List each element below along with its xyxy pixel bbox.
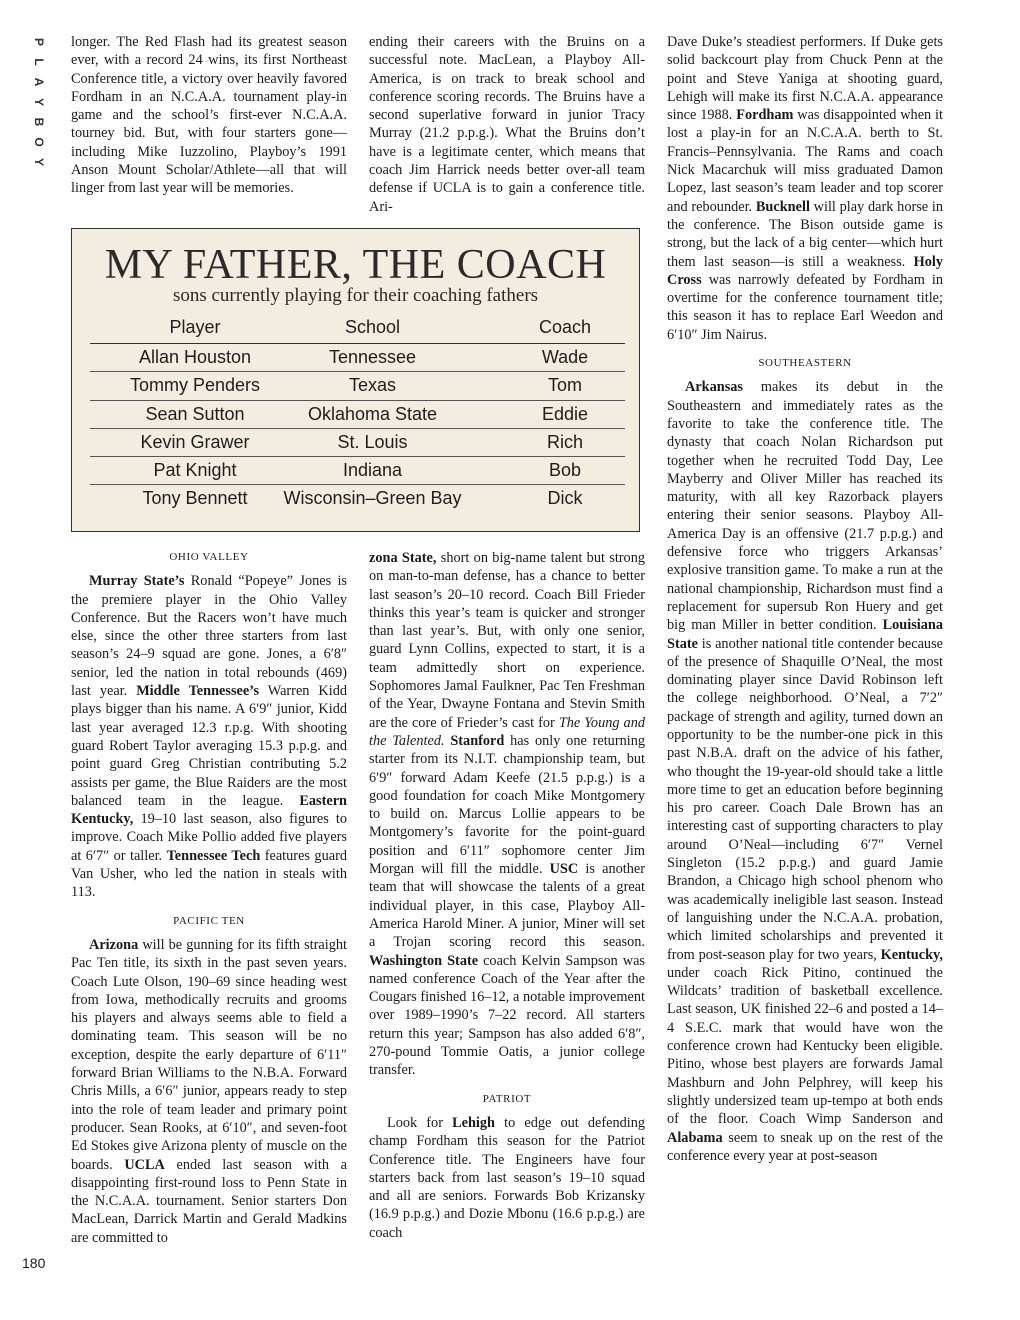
text: short on big-name talent but strong on man-to-man defense, has a chance to better last season’s 20–10 record. Coach Bill Frieder thinks this year’s team is quicker and stronger than last year’s. But, with only one senior, guard Lynn Collins, expected to start, it is a team admittedly short on experience. Sophomores Jamal Faulkner, Pac Ten Freshman of the Year, Dwayne Fontana and Stevin Smith are the core of Frieder’s cast for <box>369 550 645 731</box>
coach-cell: Bob <box>548 460 582 481</box>
book-title: The Young and the Talented. <box>369 714 645 749</box>
school-cell: Texas <box>348 375 397 396</box>
coach-cell: Rich <box>546 431 583 452</box>
column-3 <box>667 33 943 1165</box>
player-cell: Pat Knight <box>153 460 237 481</box>
text: is another team that will showcase the talents of a great individual player, in this case, Playboy All-America Harold Miner. A junior, Miner will set a Trojan scoring record this season. <box>369 861 645 951</box>
team-name: Eastern Kentucky, <box>71 792 347 828</box>
paragraph-pacific-ten <box>71 936 347 1247</box>
team-name: UCLA <box>124 1156 165 1173</box>
team-name: Louisiana State <box>667 617 943 652</box>
table-row <box>90 372 625 400</box>
team-name: Arizona <box>89 936 139 953</box>
column-1-lower <box>71 538 347 1247</box>
text: coach Kelvin Sampson was named conference Coach of the Year after the Cougars finished 16–12, a notable improvement over 1989–1990’s 7–22 record. All starters return this year; Sampson has also added 6′8″, 270-pound Tommie Oatis, a junior college transfer. <box>369 952 645 1079</box>
paragraph: ending their careers with the Bruins on a successful note. MacLean, a Playboy All-America, is on track to break school and conference scoring records. The Bruins have a second superlative forward in junior Tracy Murray (21.2 p.p.g.). What the Bruins don’t have is a legitimate center, which means that coach Jim Harrick needs better over-all team defense if UCLA is to gain a conference title. Ari- <box>369 34 645 215</box>
sidebar-letter: Y <box>32 157 46 166</box>
school-cell: Indiana <box>342 460 403 481</box>
section-heading-southeastern: SOUTHEASTERN <box>758 357 852 370</box>
column-1-top <box>71 33 347 198</box>
school-cell: St. Louis <box>337 431 408 452</box>
coach-fathers-table <box>90 311 625 513</box>
team-name: Bucknell <box>755 198 810 215</box>
text: has only one returning starter from its N.I.T. championship team, but 6′9″ forward Adam Keefe (21.5 p.p.g.) is a good foundation for coach Mike Montgomery to build on. Marcus Lollie appears to be Montgomery’s favorite for the point-guard position and 6′11″ sophomore center Jim Morgan will fill the middle. <box>369 732 645 878</box>
text: was disappointed when it lost a play-in for an N.C.A.A. berth to St. Francis–Pennsylvania. The Rams and coach Nick Macarchuk will miss graduated Damon Lopez, last season’s team leader and top scorer and rebounder. <box>667 107 943 215</box>
player-cell: Sean Sutton <box>145 403 245 424</box>
table-row <box>90 429 625 457</box>
team-name: Stanford <box>450 732 505 749</box>
team-name: zona State, <box>369 550 437 566</box>
sidebar-letter: P <box>32 37 46 46</box>
coach-cell: Wade <box>541 347 589 367</box>
paragraph: longer. The Red Flash had its greatest season ever, with a record 24 wins, its first Northeast Conference title, a victory over heavily favored Fordham in an N.C.A.A. tournament play-in game and the school’s first-ever N.C.A.A. tourney bid. But, with four starters gone—including Mike Iuzzolino, Playboy’s 1991 Anson Mount Scholar/Athlete—all that will linger from last year will be memories. <box>71 34 347 197</box>
coach-cell: Eddie <box>541 403 589 424</box>
paragraph-patriot <box>369 1114 645 1242</box>
text: makes its debut in the Southeastern and immediately rates as the favorite to take the conference title. The dynasty that coach Nolan Richardson put together when he recruited Todd Day, Lee Mayberry and Oliver Miller has reached its maturity, with all key Razorback players entering their senior seasons. Playboy All-America Day is an offensive (21.7 p.p.g.) and defensive force who triggers Arkansas’ explosive transition game. To make a run at the national championship, Richardson must find a replacement for supersub Ron Huery and get big man Miller in better condition. <box>667 379 943 634</box>
sidebar-letter: Y <box>32 97 46 106</box>
text: ended last season with a disappointing first-round loss to Penn State in the N.C.A.A. tournament. Senior starters Don MacLean, Darrick Martin and Gerald Madkins are committed to <box>71 1156 347 1246</box>
column-header-coach: Coach <box>538 317 592 337</box>
player-cell: Allan Houston <box>138 347 252 367</box>
player-cell: Tommy Penders <box>129 375 261 396</box>
magazine-sidebar-label <box>26 32 46 172</box>
team-name: Washington State <box>369 952 479 969</box>
box-subtitle: sons currently playing for their coaching fathers <box>172 285 539 306</box>
text: Dave Duke’s steadiest performers. If Duke gets solid backcourt play from Chuck Penn at the point and Steve Yaniga at shooting guard, Lehigh will make its first N.C.A.A. appearance since 1988. <box>667 34 943 124</box>
table-row <box>90 401 625 429</box>
section-heading-ohio-valley: OHIO VALLEY <box>169 551 249 563</box>
table-row <box>90 344 625 372</box>
section-heading-patriot: PATRIOT <box>482 1092 532 1105</box>
table-header-row <box>90 311 625 344</box>
text: Ronald “Popeye” Jones is the premiere player in the Ohio Valley Conference. But the Racers won’t have much else, since the other three starters from last season’s 24–9 squad are gone. Jones, a 6′8″ senior, led the nation in total rebounds (469) last year. <box>71 573 347 700</box>
column-2-top <box>369 33 645 216</box>
text: 19–10 last season, also figures to improve. Coach Mike Pollio added five players at 6′7″ or taller. <box>71 811 347 864</box>
paragraph-pac-ten-cont <box>369 549 645 1080</box>
coach-cell: Dick <box>547 488 583 509</box>
team-name: Lehigh <box>452 1114 495 1131</box>
column-2-lower <box>369 549 645 1242</box>
table-row <box>90 457 625 485</box>
text: will be gunning for its fifth straight Pac Ten title, its sixth in the past seven years. Coach Lute Olson, 190–69 since heading west from Iowa, methodically recruits and grooms his players and always seems able to field a dominating team. This season will be no exception, despite the early departure of 6′11″ forward Brian Williams to the N.B.A. Forward Chris Mills, a 6′6″ junior, appears ready to step into the role of team leader and primary point producer. Sean Rooks, at 6′10″, and seven-foot Ed Stokes give Arizona plenty of muscle on the boards. <box>71 936 347 1173</box>
sidebar-letter: L <box>32 58 46 66</box>
team-name: Arkansas <box>685 379 743 396</box>
text: was narrowly defeated by Fordham in overtime for the conference tournament title; this season it has to replace Earl Weedon and 6′10″ Jim Nairus. <box>667 271 943 343</box>
text: seem to sneak up on the rest of the conference every year at post-season <box>667 1129 943 1164</box>
coach-cell: Tom <box>547 375 582 396</box>
school-cell: Oklahoma State <box>307 403 438 424</box>
text: to edge out defending champ Fordham this season for the Patriot Conference title. The Engineers have four starters back from last season’s 19–10 squad and all are seniors. Forwards Bob Krizansky (16.9 p.p.g.) and Dozie Mbonu (16.6 p.p.g.) are coach <box>369 1114 646 1241</box>
text: is another national title contender because of the presence of Shaquille O’Neal, the most dominating player since David Robinson left the college neighborhood. O’Neal, a 7′2″ package of strength and agility, turned down an opportunity to be the number-one pick in this past N.B.A. draft on the advice of his father, who thought the 19-year-old should take a little more time to get an education before beginning his pro career. Coach Dale Brown has an interesting cast of supporting characters to play around O’Neal—including 6′7″ Vernel Singleton (15.2 p.p.g.) and guard Jamie Brandon, a Chicago high school phenom who was academically ineligible last season. Instead of languishing under the N.C.A.A. probation, which limited scholarships and prevented it from post-season play for two years, <box>667 635 943 963</box>
team-name: Holy Cross <box>667 253 943 288</box>
sidebar-letter: O <box>32 137 46 147</box>
sidebar-letter: B <box>32 117 46 127</box>
team-name: Fordham <box>736 107 794 124</box>
team-name: Murray State’s <box>89 573 185 590</box>
text: Look for <box>387 1114 453 1131</box>
team-name: Tennessee Tech <box>166 847 261 864</box>
text: will play dark horse in the conference. The Bison outside game is strong, but the lack of a big center—which hurt them last season—is still a weakness. <box>667 198 943 270</box>
section-heading-pacific-ten: PACIFIC TEN <box>173 914 245 927</box>
paragraph-patriot-cont <box>667 33 943 344</box>
paragraph-ohio-valley <box>71 572 347 901</box>
team-name: USC <box>549 861 579 878</box>
paragraph-southeastern <box>667 378 943 1165</box>
player-cell: Tony Bennett <box>142 488 248 509</box>
player-cell: Kevin Grawer <box>140 431 250 452</box>
team-name: Kentucky, <box>880 946 943 963</box>
sidebar-letter: A <box>32 77 46 87</box>
text: Warren Kidd plays bigger than his name. A 6′9″ junior, Kidd last year averaged 12.3 r.p.g. With shooting guard Robert Taylor averaging 15.3 p.p.g. and point guard Greg Christian contributing 5.2 assists per game, the Blue Raiders are the most balanced team in the league. <box>71 683 347 809</box>
column-header-player: Player <box>169 317 221 337</box>
school-cell: Tennessee <box>328 347 417 367</box>
team-name: Middle Tennessee’s <box>136 683 260 700</box>
page-number: 180 <box>22 1255 46 1271</box>
text: under coach Rick Pitino, continued the Wildcats’ tradition of basketball excellence. Last season, UK finished 22–6 and posted a 14–4 S.E.C. mark that would have won the conference crown had Kentucky been eligible. Pitino, whose best players are forwards Jamal Mashburn and John Pelphrey, will keep his slightly undersized team up-tempo at both ends of the floor. Coach Wimp Sanderson and <box>667 964 943 1128</box>
table-row <box>90 485 625 512</box>
coach-fathers-box <box>71 228 640 532</box>
box-title: MY FATHER, THE COACH <box>104 242 607 288</box>
school-cell: Wisconsin–Green Bay <box>283 488 462 509</box>
text: features guard Van Usher, who led the nation in steals with 113. <box>71 847 347 901</box>
team-name: Alabama <box>667 1129 723 1146</box>
column-header-school: School <box>344 317 401 337</box>
